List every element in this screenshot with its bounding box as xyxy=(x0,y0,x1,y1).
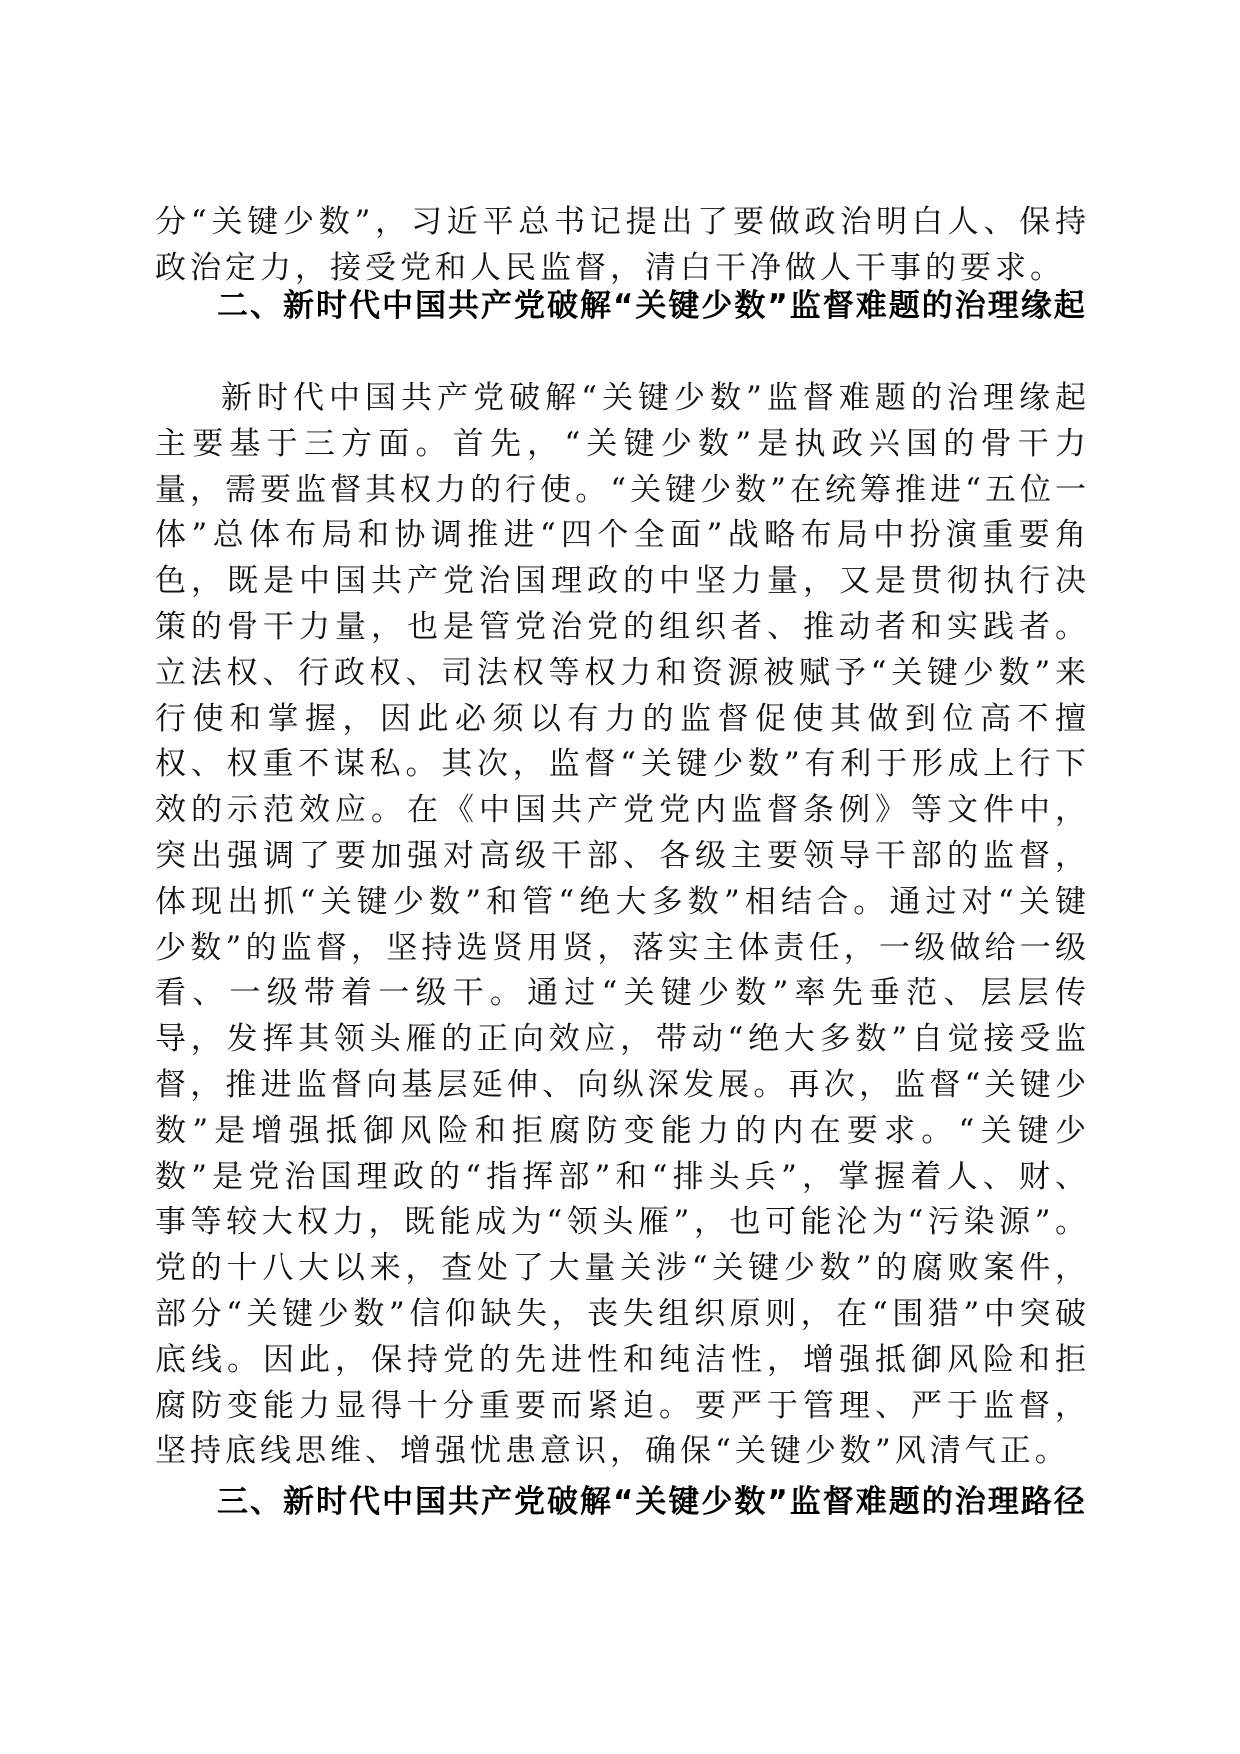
section-two-heading: 二、新时代中国共产党破解“关键少数”监督难题的治理缘起 xyxy=(217,288,1087,324)
intro-paragraph: 分“关键少数”，习近平总书记提出了要做政治明白人、保持政治定力，接受党和人民监督，清白干净做人干事的要求。 xyxy=(155,204,1090,286)
section-two-body: 新时代中国共产党破解“关键少数”监督难题的治理缘起主要基于三方面。首先，“关键少数”是执政兴国的骨干力量，需要监督其权力的行使。“关键少数”在统筹推进“五位一体”总体布局和协调推进“四个全面”战略布局中扮演重要角色，既是中国共产党治国理政的中坚力量，又是贯彻执行决策的骨干力量，也是管党治党的组织者、推动者和实践者。立法权、行政权、司法权等权力和资源被赋予“关键少数”来行使和掌握，因此必须以有力的监督促使其做到位高不擅权、权重不谋私。其次，监督“关键少数”有利于形成上行下效的示范效应。在《中国共产党党内监督条例》等文件中，突出强调了要加强对高级干部、各级主要领导干部的监督，体现出抓“关键少数”和管“绝大多数”相结合。通过对“关键少数”的监督，坚持选贤用贤，落实主体责任，一级做给一级看、一级带着一级干。通过“关键少数”率先垂范、层层传导，发挥其领头雁的正向效应，带动“绝大多数”自觉接受监督，推进监督向基层延伸、向纵深发展。再次，监督“关键少数”是增强抵御风险和拒腐防变能力的内在要求。“关键少数”是党治国理政的“指挥部”和“排头兵”，掌握着人、财、事等较大权力，既能成为“领头雁”，也可能沦为“污染源”。党的十八大以来，查处了大量关涉“关键少数”的腐败案件，部分“关键少数”信仰缺失，丧失组织原则，在“围猎”中突破底线。因此，保持党的先进性和纯洁性，增强抵御风险和拒腐防变能力显得十分重要而紧迫。要严于管理、严于监督，坚持底线思维、增强忧患意识，确保“关键少数”风清气正。 xyxy=(155,380,1090,1470)
section-three-heading: 三、新时代中国共产党破解“关键少数”监督难题的治理路径 xyxy=(217,1484,1087,1520)
